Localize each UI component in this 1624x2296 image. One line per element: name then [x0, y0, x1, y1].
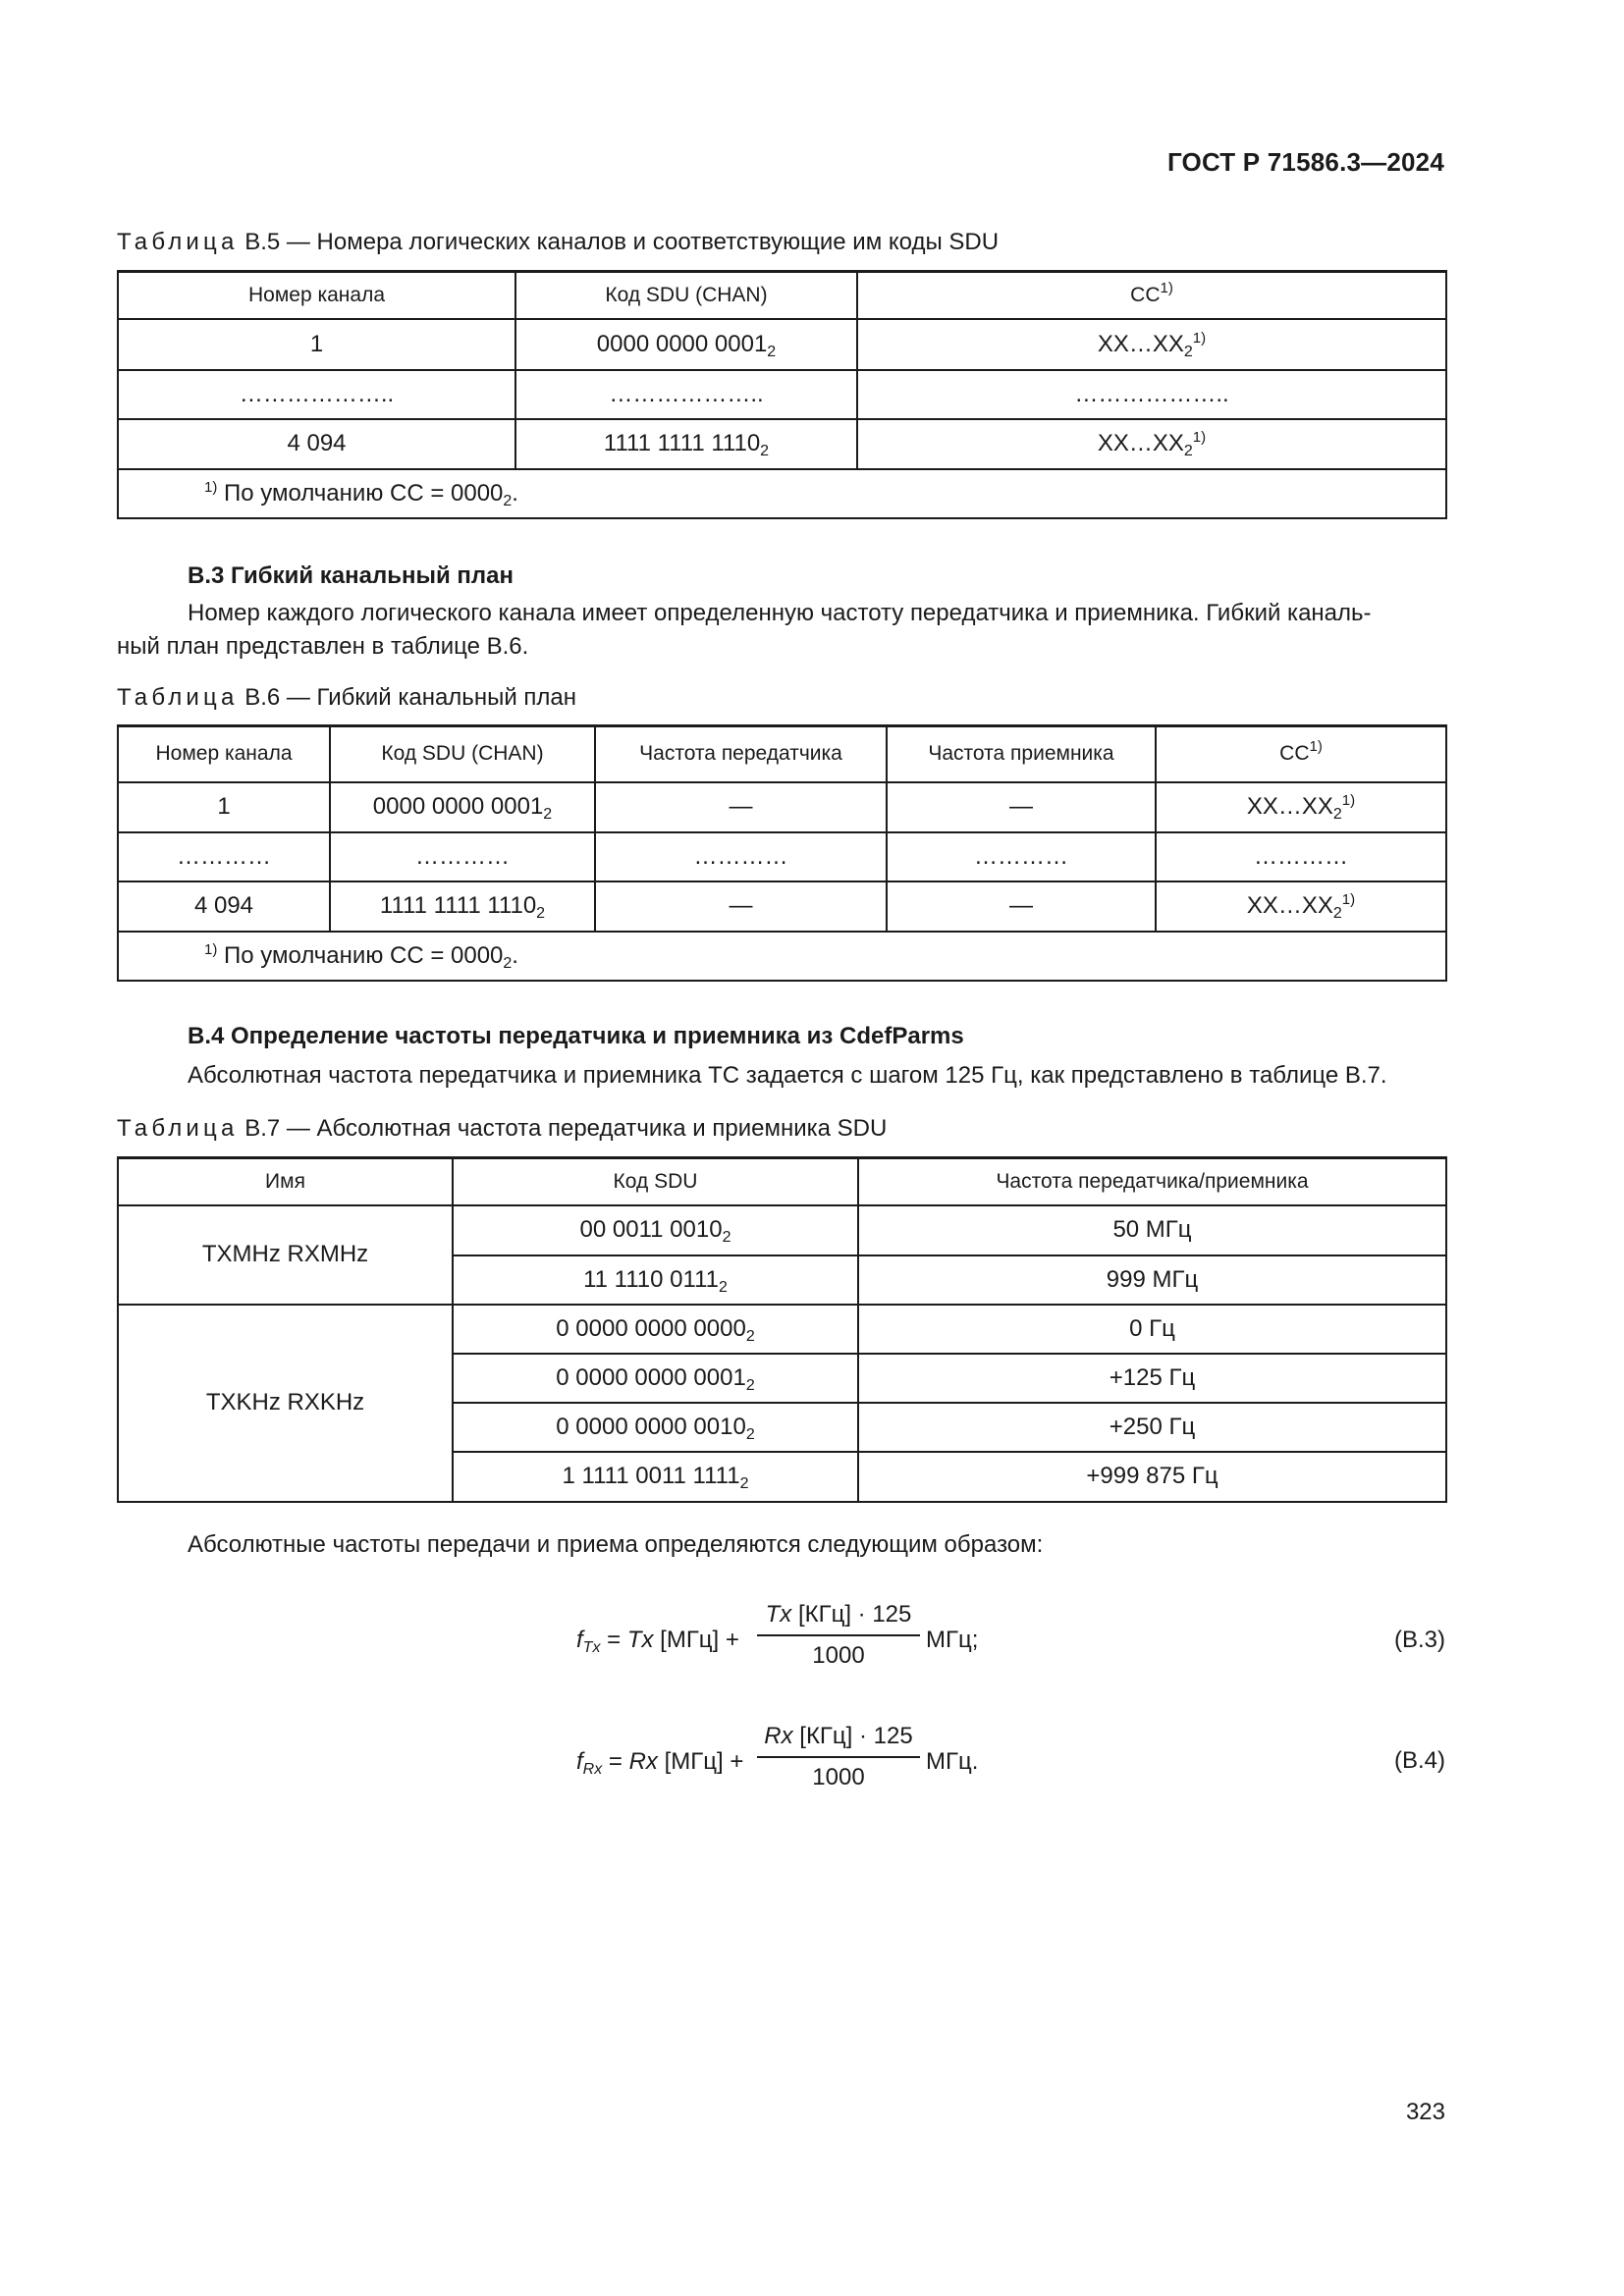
cell-cc: $XX\dots XX_2^{1)}$	[1156, 782, 1446, 832]
cell-tx: —	[595, 881, 887, 932]
equation-number-b3: (В.3)	[1393, 1627, 1445, 1653]
table-b5	[117, 270, 1447, 519]
cell-code: 1 1111 0011 $1111_2$	[453, 1452, 858, 1502]
cell-group-name: TXKHz RXKHz	[118, 1305, 453, 1502]
table-header-row	[118, 1158, 1446, 1205]
formula-b3-lhs: $f_{Tx} = Tx$ [МГц] +	[576, 1627, 739, 1656]
header-code: Код SDU (CHAN)	[515, 272, 857, 319]
header-frequency: Частота передатчика/приемника	[858, 1158, 1446, 1205]
cell-channel: 4 094	[118, 419, 515, 469]
equation-number-b4: (В.4)	[1393, 1747, 1445, 1774]
formula-b4-numerator: Rx [КГц] · 125	[764, 1723, 913, 1749]
cell-frequency: +250 Гц	[858, 1403, 1446, 1452]
cell-cc: $XX\dots XX_2^{1)}$	[1156, 881, 1446, 932]
formulas-intro: Абсолютные частоты передачи и приема определяются следующим образом:	[188, 1531, 1044, 1558]
formula-b3-numerator: Tx [КГц] · 125	[765, 1601, 912, 1628]
cell-cc: …………	[1156, 832, 1446, 881]
fraction-bar	[757, 1634, 920, 1636]
table-b7	[117, 1156, 1447, 1503]
formula-b4-lhs: $f_{Rx} = Rx$ [МГц] +	[576, 1748, 744, 1778]
standard-designation: ГОСТ Р 71586.3—2024	[1166, 147, 1444, 177]
cell-code: ………………..	[515, 370, 857, 419]
cell-rx: …………	[887, 832, 1156, 881]
header-channel: Номер канала	[118, 272, 515, 319]
table-word: Таблица	[117, 1115, 239, 1142]
cell-cc: $XX\dots XX_2^{1)}$	[857, 419, 1446, 469]
table-b6-caption-text: В.6 — Гибкий канальный план	[244, 684, 576, 711]
cell-channel: 1	[118, 319, 515, 370]
table-row	[118, 832, 1446, 881]
header-cc: СС$^{1)}$	[1156, 726, 1446, 782]
table-row	[118, 1305, 1446, 1354]
cell-code: 0000 0000 $0001_2$	[330, 782, 595, 832]
table-row	[118, 419, 1446, 469]
page-number: 323	[1405, 2099, 1445, 2125]
section-b4-paragraph: Абсолютная частота передатчика и приемника ТС задается с шагом 125 Гц, как представлено в таблице В.7.	[188, 1062, 1387, 1089]
header-name: Имя	[118, 1158, 453, 1205]
cell-code: 0 0000 0000 $0000_2$	[453, 1305, 858, 1354]
table-b5-caption	[117, 229, 999, 256]
table-row	[118, 782, 1446, 832]
header-code: Код SDU (CHAN)	[330, 726, 595, 782]
formula-b4-unit: МГц.	[926, 1748, 979, 1775]
table-row	[118, 881, 1446, 932]
header-channel: Номер канала	[118, 726, 330, 782]
cell-cc: $XX\dots XX_2^{1)}$	[857, 319, 1446, 370]
table-b7-caption-text: В.7 — Абсолютная частота передатчика и приемника SDU	[244, 1115, 888, 1142]
section-b3-heading: В.3 Гибкий канальный план	[188, 562, 514, 589]
formula-b3-unit: МГц;	[926, 1627, 979, 1653]
formula-b3-denominator: 1000	[812, 1642, 865, 1669]
cell-code: 1111 1111 $1110_2$	[515, 419, 857, 469]
cell-rx: —	[887, 881, 1156, 932]
cell-frequency: +125 Гц	[858, 1354, 1446, 1403]
cell-code: 1111 1111 $1110_2$	[330, 881, 595, 932]
cell-channel: ………………..	[118, 370, 515, 419]
table-row	[118, 1205, 1446, 1255]
section-b3-paragraph-line2: ный план представлен в таблице В.6.	[117, 633, 529, 660]
table-b6-note: $^{1)}$ По умолчанию СС = $0000_2$.	[118, 932, 1446, 981]
table-note-row	[118, 469, 1446, 518]
cell-code: 11 1110 $0111_2$	[453, 1255, 858, 1305]
cell-channel: 4 094	[118, 881, 330, 932]
cell-rx: —	[887, 782, 1156, 832]
table-row	[118, 319, 1446, 370]
cell-code: 0000 0000 $0001_2$	[515, 319, 857, 370]
table-row	[118, 370, 1446, 419]
table-b5-note: $^{1)}$ По умолчанию СС = $0000_2$.	[118, 469, 1446, 518]
fraction-bar	[757, 1756, 920, 1758]
cell-group-name: TXMHz RXMHz	[118, 1205, 453, 1305]
header-cc: СС$^{1)}$	[857, 272, 1446, 319]
table-header-row	[118, 726, 1446, 782]
header-rx-frequency: Частота приемника	[887, 726, 1156, 782]
cell-code: …………	[330, 832, 595, 881]
section-b4-heading: В.4 Определение частоты передатчика и приемника из CdefParms	[188, 1023, 964, 1049]
table-note-row	[118, 932, 1446, 981]
cell-code: 0 0000 0000 $0001_2$	[453, 1354, 858, 1403]
cell-tx: —	[595, 782, 887, 832]
header-code: Код SDU	[453, 1158, 858, 1205]
table-header-row	[118, 272, 1446, 319]
table-word: Таблица	[117, 684, 239, 711]
cell-code: 00 0011 $0010_2$	[453, 1205, 858, 1255]
table-b6	[117, 724, 1447, 982]
table-word: Таблица	[117, 229, 239, 255]
table-b7-caption	[117, 1115, 887, 1143]
table-b6-caption	[117, 684, 576, 712]
cell-frequency: 999 МГц	[858, 1255, 1446, 1305]
cell-tx: …………	[595, 832, 887, 881]
section-b3-paragraph-line1: Номер каждого логического канала имеет определенную частоту передатчика и приемника. Гибкий каналь-	[188, 600, 1372, 626]
cell-cc: ………………..	[857, 370, 1446, 419]
cell-channel: 1	[118, 782, 330, 832]
cell-code: 0 0000 0000 $0010_2$	[453, 1403, 858, 1452]
cell-frequency: 0 Гц	[858, 1305, 1446, 1354]
formula-b4-denominator: 1000	[812, 1764, 865, 1790]
cell-frequency: +999 875 Гц	[858, 1452, 1446, 1502]
cell-frequency: 50 МГц	[858, 1205, 1446, 1255]
table-b5-caption-text: В.5 — Номера логических каналов и соответствующие им коды SDU	[244, 229, 1000, 255]
header-tx-frequency: Частота передатчика	[595, 726, 887, 782]
cell-channel: …………	[118, 832, 330, 881]
